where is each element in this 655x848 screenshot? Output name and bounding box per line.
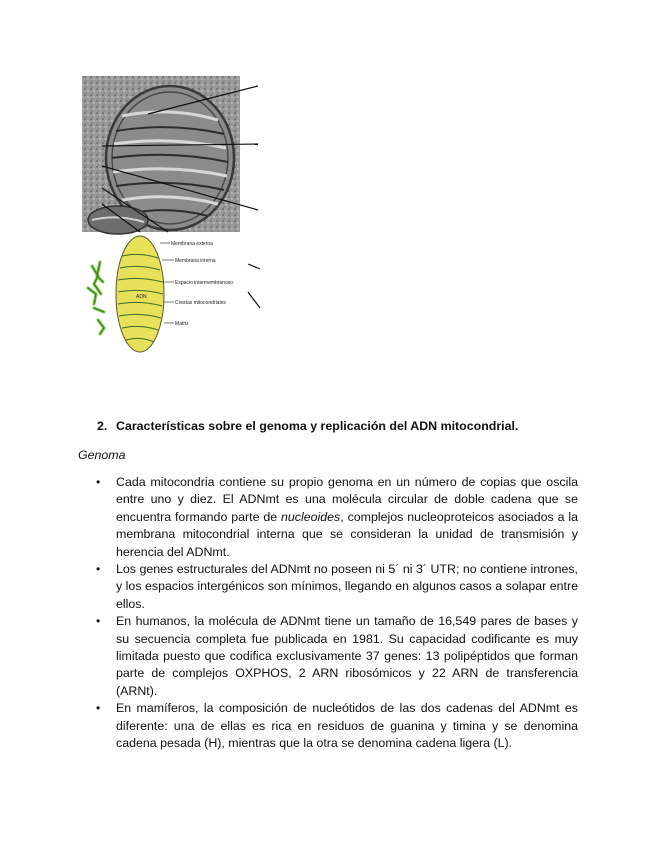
bullet-icon: •: [96, 614, 101, 629]
section-number: 2.: [97, 419, 108, 433]
bullet-icon: •: [96, 475, 101, 489]
label-cristae: Crestas mitocondriales: [175, 300, 226, 306]
electron-micrograph: [82, 76, 240, 234]
label-matrix: Matriz: [175, 321, 189, 327]
mitochondria-figure: [78, 76, 268, 358]
label-intermembrane-space: Espacio intermembranoso: [175, 280, 234, 286]
section-title: Características sobre el genoma y replicación del ADN mitocondrial.: [116, 419, 519, 433]
bullet-text: En humanos, la molécula de ADNmt tiene un tamaño de 16,549 pares de bases y su secuencia completa fue publicada en 1981. Su capacidad codificante es muy limitada puesto que codifica exclusivamente 37 genes: 13 polipéptidos que forman parte de complejos OXPHOS, 2 ARN ribosómicos y 22 ARN de transferencia (ARNt).: [116, 614, 578, 698]
mitochondria-diagram: [88, 236, 233, 352]
list-item: [96, 561, 578, 613]
label-dna: ADN: [136, 294, 147, 300]
bullet-icon: •: [96, 562, 101, 577]
label-outer-membrane: Membrana externa: [171, 241, 213, 247]
list-item: [96, 474, 578, 561]
bullet-text: En mamíferos, la composición de nucleótidos de las dos cadenas del ADNmt es diferente: una de ellas es rica en residuos de guanina y timina y se denomina cadena pesada (H), mientras que la otra se denomina cadena ligera (L).: [116, 701, 578, 751]
list-item: [96, 700, 578, 752]
bullet-text: Cada mitocondria contiene su propio genoma en un número de copias que oscila entre uno y diez. El ADNmt es una molécula circular de doble cadena que se encuentra formando parte de: [116, 475, 578, 524]
bullet-text: Los genes estructurales del ADNmt no poseen ni 5´ ni 3´ UTR; no contiene intrones, y los espacios intergénicos son mínimos, llegando en algunos casos a solapar entre ellos.: [116, 562, 578, 611]
subheading-genoma: Genoma: [78, 448, 126, 462]
list-item: [96, 613, 578, 700]
bullet-icon: •: [96, 701, 101, 716]
bullet-list: [96, 474, 578, 753]
bullet-italic-term: nucleoides: [281, 509, 341, 524]
section-heading: [97, 418, 617, 434]
bullet-text-after: , complejos nucleoproteicos asociados a la membrana mitocondrial interna que se consideran la unidad de transmisión y herencia del ADNmt.: [116, 509, 578, 559]
label-inner-membrane: Membrana interna: [175, 258, 216, 264]
